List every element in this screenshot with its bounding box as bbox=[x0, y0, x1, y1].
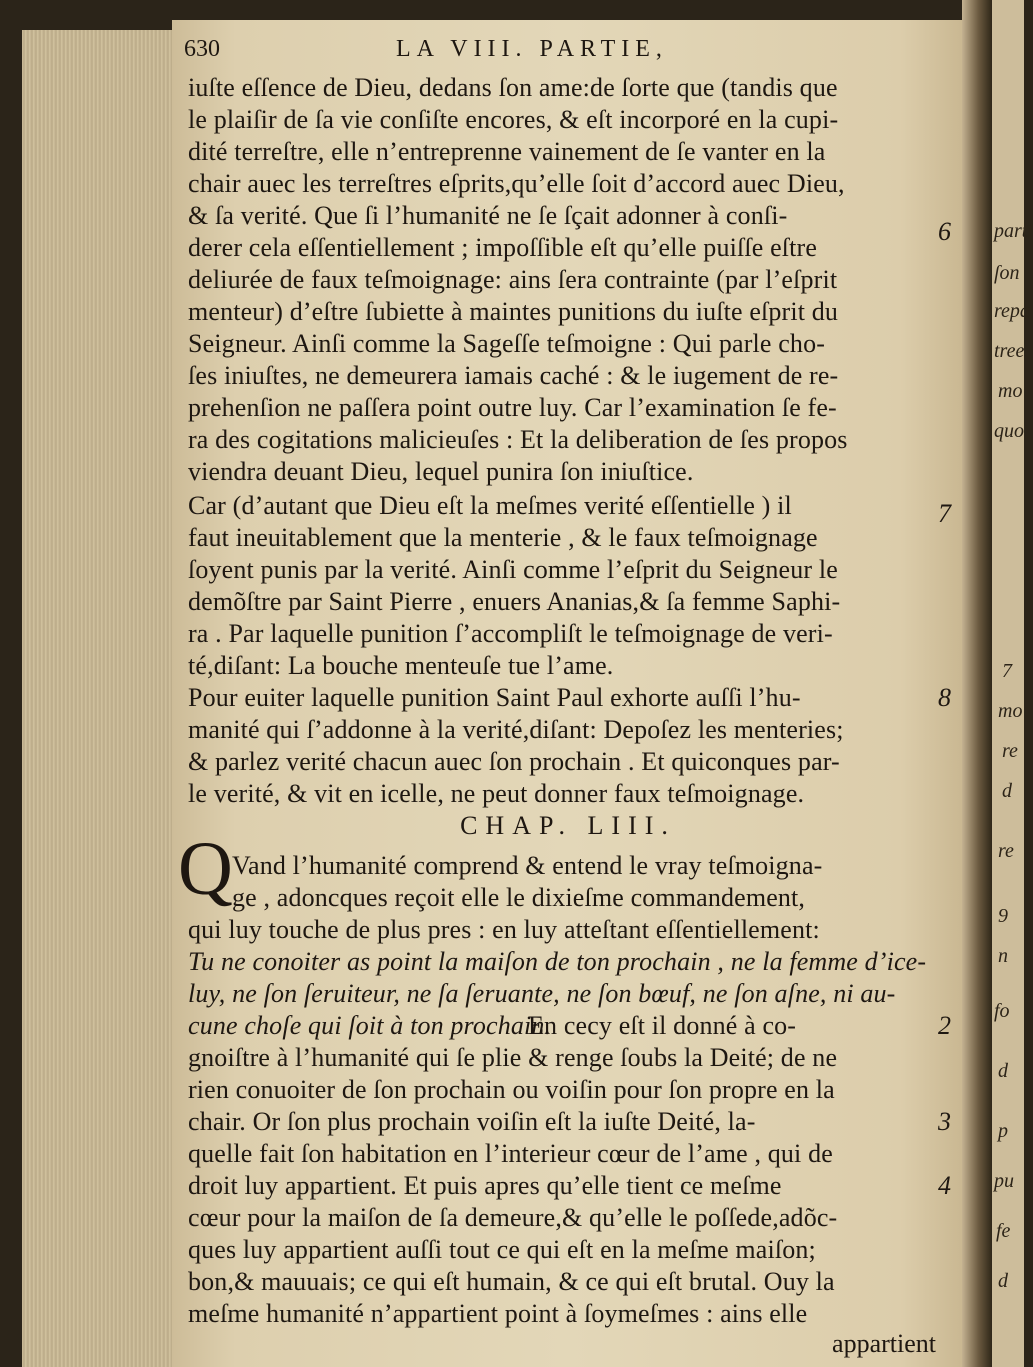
facing-page-fragment: re bbox=[998, 840, 1014, 862]
text-line: Pour euiter laquelle punition Saint Paul exhorte auſſi l’hu- bbox=[188, 683, 801, 712]
margin-number: 2 bbox=[938, 1011, 951, 1040]
facing-page-fragment: ſon bbox=[994, 262, 1020, 284]
facing-page-fragment: d bbox=[998, 1060, 1008, 1082]
drop-cap: Q bbox=[178, 827, 233, 911]
facing-page-fragment: mo bbox=[998, 380, 1023, 402]
text-line: iuſte eſſence de Dieu, dedans ſon ame:de ſorte que (tandis que bbox=[188, 73, 838, 102]
chapter-heading: CHAP. LIII. bbox=[460, 811, 676, 840]
book-gutter bbox=[962, 0, 992, 1367]
text-line: ra des cogitations malicieuſes : Et la deliberation de ſes propos bbox=[188, 425, 848, 454]
text-line: dité terreſtre, elle n’entreprenne vainement de ſe vanter en la bbox=[188, 137, 826, 166]
chapter-text-line: chair. Or ſon plus prochain voiſin eſt la iuſte Deité, la- bbox=[188, 1107, 756, 1136]
book-page bbox=[172, 20, 964, 1367]
facing-page-fragment: tree bbox=[994, 340, 1025, 362]
margin-number: 4 bbox=[938, 1171, 951, 1200]
chapter-text-line: meſme humanité n’appartient point à ſoymeſmes : ains elle bbox=[188, 1299, 808, 1328]
page-number: 630 bbox=[184, 36, 220, 62]
facing-page-fragment: n bbox=[998, 945, 1008, 967]
chapter-text-line: bon,& mauuais; ce qui eſt humain, & ce qui eſt brutal. Ouy la bbox=[188, 1267, 835, 1296]
chapter-text-line: En cecy eſt il donné à co- bbox=[528, 1011, 797, 1040]
facing-page-fragment: d bbox=[998, 1270, 1008, 1292]
text-line: & ſa verité. Que ſi l’humanité ne ſe ſçait adonner à conſi- bbox=[188, 201, 788, 230]
text-line: ſes iniuſtes, ne demeurera iamais caché : & le iugement de re- bbox=[188, 361, 839, 390]
facing-page-fragment: pu bbox=[994, 1170, 1014, 1192]
text-line: chair auec les terreſtres eſprits,qu’elle ſoit d’accord auec Dieu, bbox=[188, 169, 845, 198]
chapter-text-line: rien conuoiter de ſon prochain ou voiſin pour ſon propre en la bbox=[188, 1075, 835, 1104]
text-line: le verité, & vit en icelle, ne peut donner faux teſmoignage. bbox=[188, 779, 805, 808]
text-line: prehenſion ne paſſera point outre luy. Car l’examination ſe fe- bbox=[188, 393, 837, 422]
chapter-text-line: gnoiſtre à l’humanité qui ſe plie & renge ſoubs la Deité; de ne bbox=[188, 1043, 838, 1072]
text-line: & parlez verité chacun auec ſon prochain . Et quiconques par- bbox=[188, 747, 840, 776]
facing-page-fragment: parti bbox=[994, 220, 1033, 242]
facing-page-fragment: re bbox=[1002, 740, 1018, 762]
facing-page-fragment: 7 bbox=[1002, 660, 1012, 682]
facing-page-fragment: 9 bbox=[998, 905, 1008, 927]
text-line: Car (d’autant que Dieu eſt la meſmes verité eſſentielle ) il bbox=[188, 491, 792, 520]
chapter-text-line: cœur pour la maiſon de ſa demeure,& qu’elle le poſſede,adõc- bbox=[188, 1203, 838, 1232]
margin-number: 6 bbox=[938, 217, 951, 246]
running-title: LA VIII. PARTIE, bbox=[396, 36, 668, 62]
facing-page-fragment: d bbox=[1002, 780, 1012, 802]
margin-number: 3 bbox=[938, 1107, 951, 1136]
chapter-text-line: qui luy touche de plus pres : en luy atteſtant eſſentiellement: bbox=[188, 915, 820, 944]
facing-page-fragment: repa bbox=[994, 300, 1030, 322]
facing-page-fragment: mo bbox=[998, 700, 1023, 722]
text-line: le plaiſir de ſa vie conſiſte encores, & eſt incorporé en la cupi- bbox=[188, 105, 839, 134]
text-line: faut ineuitablement que la menterie , & le faux teſmoignage bbox=[188, 523, 818, 552]
text-line: deliurée de faux teſmoignage: ains ſera contrainte (par l’eſprit bbox=[188, 265, 838, 294]
facing-page-fragment: fe bbox=[996, 1220, 1011, 1242]
text-line: Seigneur. Ainſi comme la Sageſſe teſmoigne : Qui parle cho- bbox=[188, 329, 826, 358]
text-line: derer cela eſſentiellement ; impoſſible eſt qu’elle puiſſe eſtre bbox=[188, 233, 818, 262]
text-line: menteur) d’eſtre ſubiette à maintes punitions du iuſte eſprit du bbox=[188, 297, 839, 326]
commandment-line: cune choſe qui ſoit à ton prochain. bbox=[188, 1011, 552, 1040]
text-line: viendra deuant Dieu, lequel punira ſon iniuſtice. bbox=[188, 457, 694, 486]
facing-page bbox=[992, 0, 1033, 1367]
running-head bbox=[178, 32, 938, 66]
catchword: appartient bbox=[832, 1329, 936, 1358]
text-line: demõſtre par Saint Pierre , enuers Ananias,& ſa femme Saphi- bbox=[188, 587, 841, 616]
chapter-text-line: ques luy appartient auſſi tout ce qui eſt en la meſme maiſon; bbox=[188, 1235, 816, 1264]
page-edges-left bbox=[22, 30, 175, 1367]
text-line: té,diſant: La bouche menteuſe tue l’ame. bbox=[188, 651, 614, 680]
facing-page-fragment: quo bbox=[994, 420, 1024, 442]
commandment-line: Tu ne conoiter as point la maiſon de ton prochain , ne la femme d’ice- bbox=[188, 947, 927, 976]
facing-page-fragment: p bbox=[998, 1120, 1008, 1142]
chapter-text-line: quelle fait ſon habitation en l’interieur cœur de l’ame , qui de bbox=[188, 1139, 833, 1168]
chapter-text-line: ge , adoncques reçoit elle le dixieſme commandement, bbox=[232, 883, 806, 912]
margin-number: 8 bbox=[938, 683, 951, 712]
commandment-line: luy, ne ſon ſeruiteur, ne ſa ſeruante, ne ſon bœuf, ne ſon aſne, ni au- bbox=[188, 979, 896, 1008]
text-line: ra . Par laquelle punition ſ’accompliſt le teſmoignage de veri- bbox=[188, 619, 833, 648]
facing-page-fragment: fo bbox=[994, 1000, 1010, 1022]
text-line: manité qui ſ’addonne à la verité,diſant: Depoſez les menteries; bbox=[188, 715, 844, 744]
chapter-text-line: droit luy appartient. Et puis apres qu’elle tient ce meſme bbox=[188, 1171, 782, 1200]
chapter-text-line: Vand l’humanité comprend & entend le vray teſmoigna- bbox=[232, 851, 823, 880]
text-line: ſoyent punis par la verité. Ainſi comme l’eſprit du Seigneur le bbox=[188, 555, 838, 584]
margin-number: 7 bbox=[938, 499, 951, 528]
